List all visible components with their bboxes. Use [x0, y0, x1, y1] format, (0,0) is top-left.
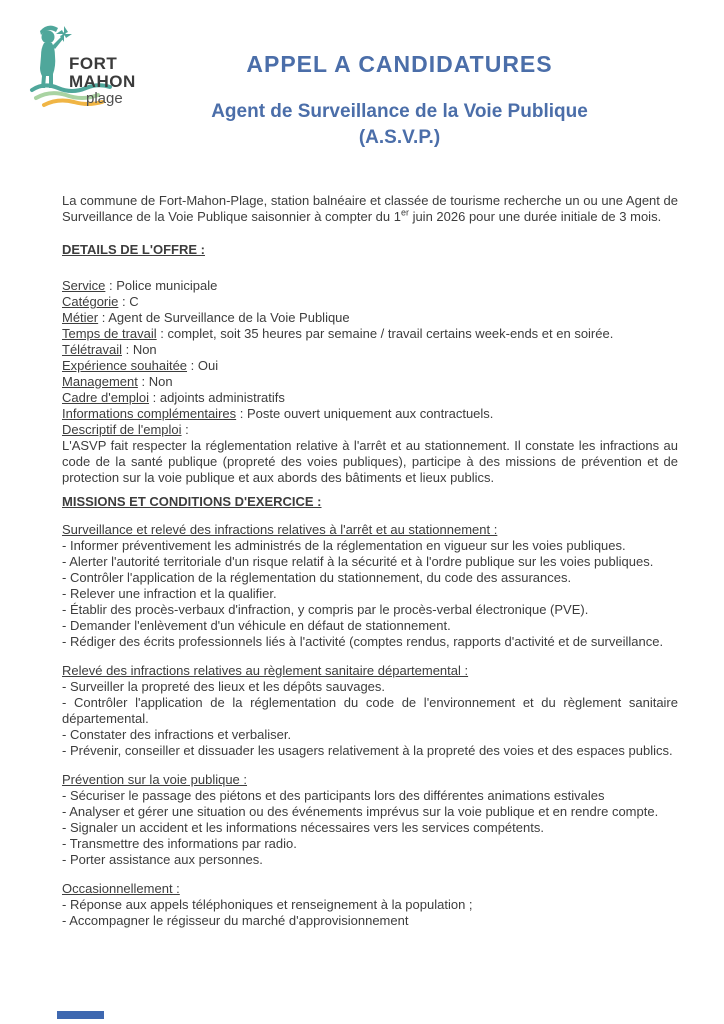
- field-categorie: [62, 294, 678, 310]
- field-label: Métier: [62, 310, 99, 325]
- bullet-item: [62, 554, 678, 570]
- bullet-item: [62, 679, 678, 695]
- field-label: Temps de travail: [62, 326, 157, 341]
- field-value: Agent de Surveillance de la Voie Publique: [108, 310, 350, 325]
- field-separator: :: [118, 294, 130, 309]
- bullet: -: [62, 634, 70, 649]
- bullet: -: [62, 554, 70, 569]
- header-titles: [115, 51, 684, 151]
- page-subtitle-line1: Agent de Surveillance de la Voie Publique: [211, 101, 588, 122]
- bullet-text: Sécuriser le passage des piétons et des participants lors des différentes animations estivales: [69, 788, 605, 803]
- bullet-item: [62, 570, 678, 586]
- field-separator: :: [98, 310, 109, 325]
- intro-superscript: er: [400, 207, 409, 218]
- document-header: [0, 0, 724, 180]
- logo-text-mahon: MAHON: [69, 72, 136, 91]
- job-description: L'ASVP fait respecter la réglementation relative à l'arrêt et au stationnement. Il constate les infractions au code de la santé publique (propreté des voies publiques), participe à des missions de prévention et de protection sur la voie publique et aux abords des bâtiments et lieux publics.: [62, 438, 678, 485]
- bullet: -: [62, 852, 70, 867]
- field-descriptif: [62, 422, 678, 438]
- field-value: Police municipale: [116, 278, 218, 293]
- bullet-text: Demander l'enlèvement d'un véhicule en défaut de stationnement.: [69, 618, 451, 633]
- field-metier: [62, 310, 678, 326]
- bullet-text: Accompagner le régisseur du marché d'approvisionnement: [69, 913, 409, 928]
- subsection-heading: Occasionnellement :: [62, 881, 180, 896]
- bullet-text: Informer préventivement les administrés de la réglementation en vigueur sur les voies publiques.: [69, 538, 626, 553]
- bullet-item: [62, 602, 678, 618]
- field-value: complet, soit 35 heures par semaine / travail certains week-ends et en soirée.: [167, 326, 614, 341]
- bullet: -: [62, 804, 70, 819]
- bullet: -: [62, 820, 70, 835]
- subsection-heading: Prévention sur la voie publique :: [62, 772, 248, 787]
- bullet-text: Analyser et gérer une situation ou des événements imprévus sur la voie publique et en rendre compte.: [69, 804, 659, 819]
- field-label: Catégorie: [62, 294, 119, 309]
- field-label: Cadre d'emploi: [62, 390, 150, 405]
- field-value: Poste ouvert uniquement aux contractuels.: [246, 406, 494, 421]
- child-figure-icon: [40, 26, 63, 88]
- bullet-item: [62, 804, 678, 820]
- field-value: adjoints administratifs: [159, 390, 285, 405]
- field-separator: :: [137, 374, 149, 389]
- field-label: Management: [62, 374, 138, 389]
- bullet-item: [62, 913, 678, 929]
- bullet-text: Rédiger des écrits professionnels liés à l'activité (comptes rendus, rapports d'activité et de surveillance.: [69, 634, 664, 649]
- subsection-surveillance: [62, 522, 678, 650]
- field-separator: :: [149, 390, 160, 405]
- bullet-item: [62, 538, 678, 554]
- field-separator: :: [181, 422, 189, 437]
- page-subtitle-line2: (A.S.V.P.): [358, 127, 441, 148]
- bullet-item: [62, 618, 678, 634]
- bullet-text: Alerter l'autorité territoriale d'un risque relatif à la sécurité et à l'ordre publique sur les voies publiques.: [69, 554, 654, 569]
- bullet-item: [62, 820, 678, 836]
- page-title: APPEL A CANDIDATURES: [246, 51, 553, 77]
- offer-fields: [62, 278, 678, 486]
- field-value: C: [129, 294, 139, 309]
- bullet-text: Surveiller la propreté des lieux et les dépôts sauvages.: [69, 679, 386, 694]
- logo-text-fort: FORT: [69, 54, 118, 73]
- subsection-prevention: [62, 772, 678, 868]
- field-teletravail: [62, 342, 678, 358]
- field-label: Service: [62, 278, 106, 293]
- field-separator: :: [105, 278, 117, 293]
- bullet: -: [62, 913, 70, 928]
- document-body: [0, 193, 724, 929]
- bullet: -: [62, 836, 70, 851]
- bullet: -: [62, 570, 70, 585]
- field-service: [62, 278, 678, 294]
- bullet: -: [62, 618, 70, 633]
- field-separator: :: [156, 326, 168, 341]
- subsection-heading: Surveillance et relevé des infractions relatives à l'arrêt et au stationnement :: [62, 522, 498, 537]
- logo-text-plage: plage: [86, 90, 123, 107]
- bullet: -: [62, 695, 74, 710]
- bullet-text: Contrôler l'application de la réglementation du stationnement, du code des assurances.: [69, 570, 572, 585]
- field-separator: :: [236, 406, 247, 421]
- subsection-occasionnellement: [62, 881, 678, 929]
- field-separator: :: [121, 342, 133, 357]
- bullet: -: [62, 743, 70, 758]
- section-heading-offer: DETAILS DE L'OFFRE :: [62, 242, 205, 257]
- page-subtitle: [115, 99, 684, 151]
- bullet: -: [62, 586, 70, 601]
- field-label: Télétravail: [62, 342, 122, 357]
- section-heading-missions: MISSIONS ET CONDITIONS D'EXERCICE :: [62, 494, 322, 509]
- field-experience: [62, 358, 678, 374]
- bullet-item: [62, 788, 678, 804]
- bullet-text: Transmettre des informations par radio.: [69, 836, 297, 851]
- bullet: -: [62, 897, 70, 912]
- bullet-item: [62, 743, 678, 759]
- bullet: -: [62, 727, 70, 742]
- field-temps-de-travail: [62, 326, 678, 342]
- bullet-text: Établir des procès-verbaux d'infraction, y compris par le procès-verbal électronique (PVE).: [69, 602, 589, 617]
- bullet-text: Signaler un accident et les informations nécessaires vers les services compétents.: [69, 820, 544, 835]
- intro-paragraph: [62, 193, 678, 225]
- subsection-reglement-sanitaire: [62, 663, 678, 759]
- bullet-item: [62, 852, 678, 868]
- bullet-text: Réponse aux appels téléphoniques et renseignement à la population ;: [69, 897, 473, 912]
- field-cadre-emploi: [62, 390, 678, 406]
- field-label: Expérience souhaitée: [62, 358, 188, 373]
- bullet-text: Constater des infractions et verbaliser.: [69, 727, 292, 742]
- bullet: -: [62, 538, 70, 553]
- subsection-heading: Relevé des infractions relatives au règlement sanitaire départemental :: [62, 663, 469, 678]
- footer-blue-bar: [57, 1011, 104, 1019]
- field-separator: :: [187, 358, 198, 373]
- bullet-item: [62, 897, 678, 913]
- bullet-text: Prévenir, conseiller et dissuader les usagers relativement à la propreté des voies et des espaces publics.: [69, 743, 673, 758]
- bullet-item: [62, 695, 678, 727]
- field-value: Non: [148, 374, 173, 389]
- field-label: Descriptif de l'emploi: [62, 422, 182, 437]
- bullet-text: Relever une infraction et la qualifier.: [69, 586, 277, 601]
- field-label: Informations complémentaires: [62, 406, 237, 421]
- intro-text-1: La commune de Fort-Mahon-Plage, station balnéaire et classée de tourisme recherche un ou une Agent de Surveillance de la Voie Publique saisonnier à compter du 1: [62, 193, 678, 224]
- bullet: -: [62, 602, 70, 617]
- intro-text-2: juin 2026 pour une durée initiale de 3 mois.: [408, 209, 662, 224]
- bullet: -: [62, 788, 70, 803]
- bullet-item: [62, 586, 678, 602]
- bullet-item: [62, 727, 678, 743]
- field-infos-complementaires: [62, 406, 678, 422]
- bullet-item: [62, 836, 678, 852]
- bullet: -: [62, 679, 70, 694]
- bullet-item: [62, 634, 678, 650]
- field-management: [62, 374, 678, 390]
- field-value: Non: [132, 342, 157, 357]
- field-value: Oui: [197, 358, 219, 373]
- bullet-text: Contrôler l'application de la réglementation du code de l'environnement et du règlement sanitaire départemental.: [62, 695, 678, 726]
- bullet-text: Porter assistance aux personnes.: [69, 852, 263, 867]
